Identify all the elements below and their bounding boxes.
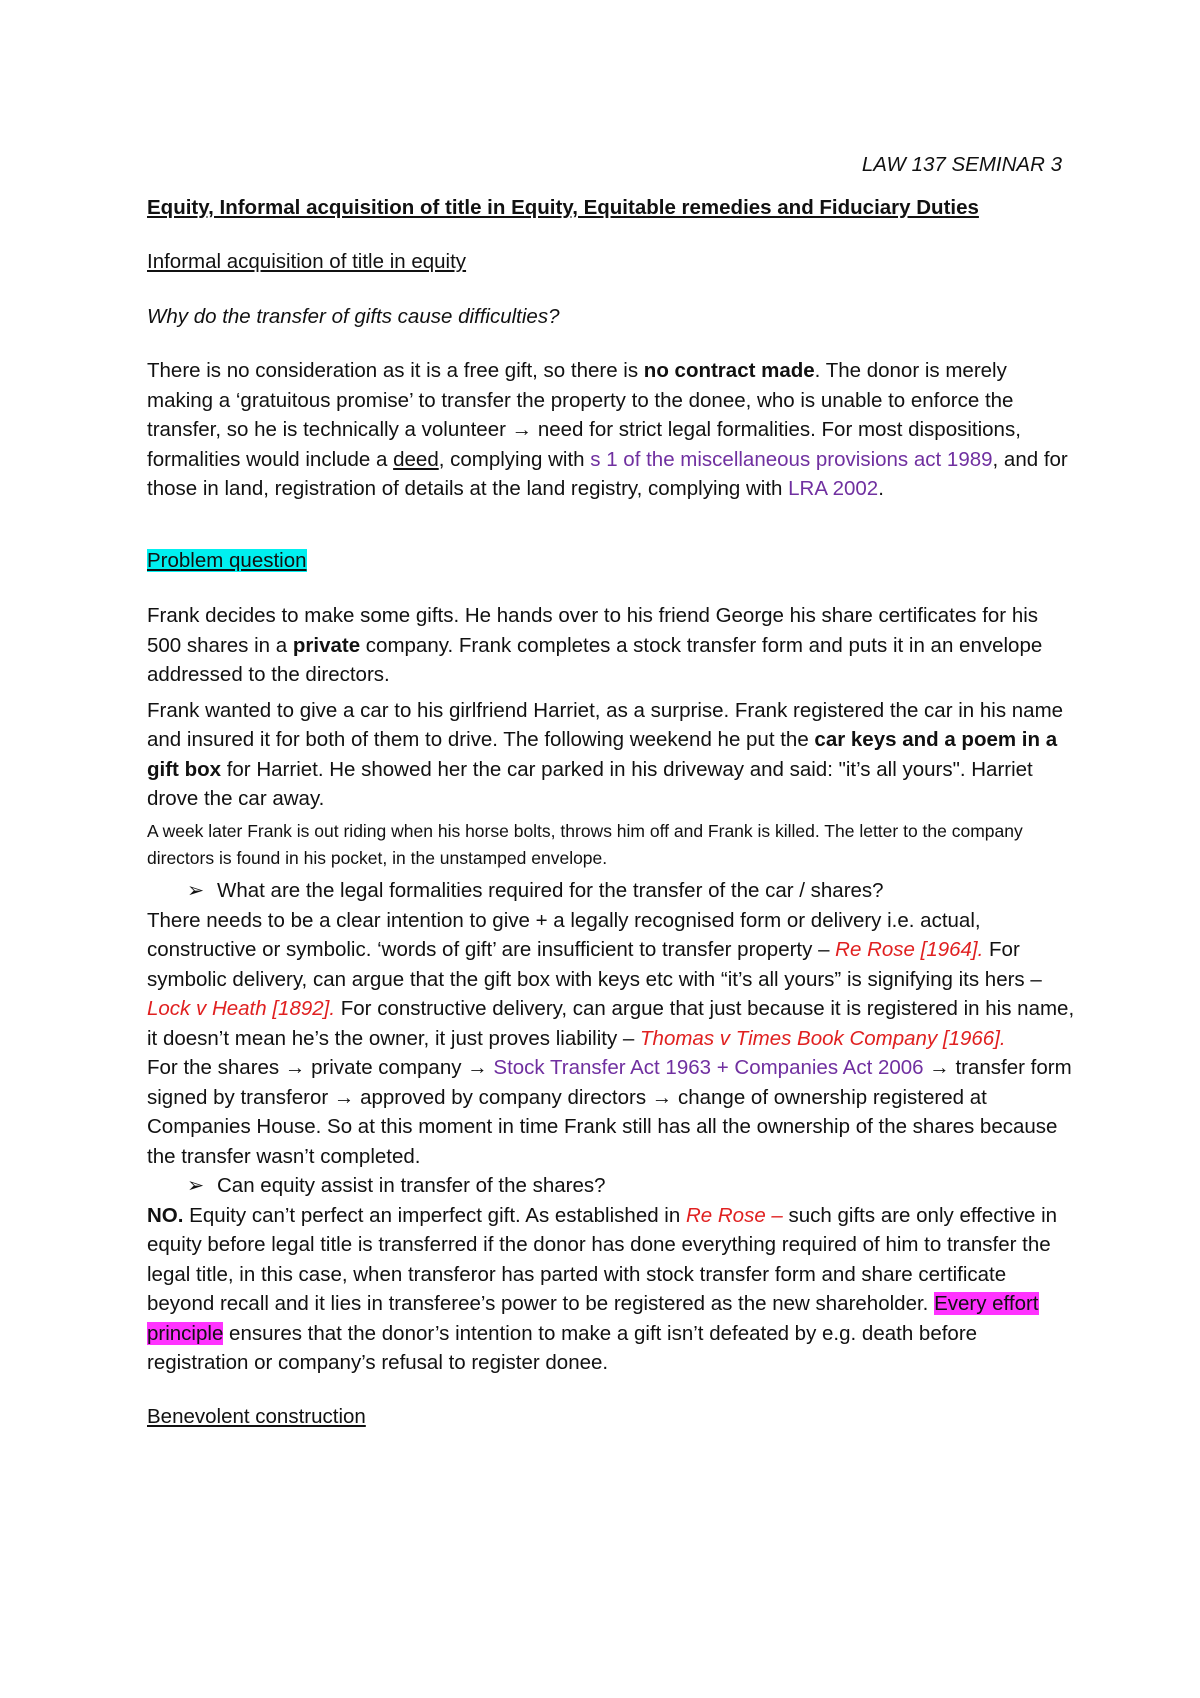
text: . — [878, 477, 884, 500]
text: For the shares — [147, 1056, 285, 1079]
text: There is no consideration as it is a free gift, so there is — [147, 359, 644, 382]
section-heading-informal-acquisition: Informal acquisition of title in equity — [147, 250, 467, 273]
question-intro: Why do the transfer of gifts cause difficulties? — [147, 305, 560, 328]
main-heading: Equity, Informal acquisition of title in Equity, Equitable remedies and Fiduciary Duties — [147, 196, 979, 219]
statute-reference: s 1 of the miscellaneous provisions act 1989 — [590, 447, 993, 471]
text: , and for those in land, registration of details at the land registry, complying with — [147, 447, 1068, 500]
highlighted-principle: Every effort principle — [147, 1292, 1039, 1345]
bold-text: car keys and a poem in a gift box — [147, 728, 1058, 781]
text: There needs to be a clear intention to give + a legally recognised form or delivery i.e. actual, constructive or symbolic. ‘words of gift’ are insufficient to transfer property – — [147, 908, 981, 961]
paragraph-consideration — [147, 356, 1077, 504]
problem-paragraph-shares — [147, 601, 1077, 690]
statute-reference: LRA 2002 — [788, 477, 879, 500]
arrow-icon: → — [929, 1056, 950, 1079]
course-title: LAW 137 SEMINAR 3 — [861, 153, 1062, 176]
text: transfer form signed by transferor — [147, 1056, 1072, 1109]
text: change of ownership registered at Companies House. So at this moment in time Frank still has all the ownership of the shares because the transfer wasn’t completed. — [147, 1085, 1058, 1168]
question-equity-assist — [147, 1171, 1077, 1201]
case-reference: Re Rose [1964]. — [835, 938, 984, 961]
text: Can equity assist in transfer of the shares? — [217, 1174, 606, 1197]
problem-paragraph-car — [147, 696, 1077, 814]
case-reference: Re Rose – — [685, 1203, 783, 1227]
text: approved by company directors — [354, 1085, 652, 1109]
case-reference: Lock v Heath [1892]. — [147, 997, 336, 1020]
bold-text: no contract made — [643, 359, 815, 382]
text: Equity can’t perfect an imperfect gift. As established in — [183, 1203, 686, 1227]
answer-formalities — [147, 906, 1077, 1054]
bold-text: private — [292, 633, 361, 657]
text: Frank decides to make some gifts. He hands over to his friend George his share certificates for his 500 shares in a — [147, 604, 1039, 657]
text: For symbolic delivery, can argue that the gift box with keys etc with “it’s all yours” is signifying its hers – — [147, 938, 1042, 991]
text: private company — [305, 1056, 468, 1079]
section-heading-benevolent-construction: Benevolent construction — [147, 1405, 366, 1428]
arrow-icon: → — [511, 418, 533, 441]
text: What are the legal formalities required for the transfer of the car / shares? — [217, 879, 884, 902]
text: For constructive delivery, can argue that just because it is registered in his name, it doesn’t mean he’s the owner, it just proves liability – — [147, 997, 1075, 1050]
answer-equity-assist — [147, 1201, 1077, 1378]
deed-underlined: deed — [393, 447, 439, 471]
text: Frank wanted to give a car to his girlfriend Harriet, as a surprise. Frank registered the car in his name and insured it for both of them to drive. The following weekend he put the — [147, 698, 1064, 751]
arrow-icon: → — [284, 1056, 306, 1079]
answer-shares — [147, 1053, 1077, 1171]
arrow-icon: → — [467, 1056, 488, 1079]
text: ensures that the donor’s intention to make a gift isn’t defeated by e.g. death before registration or company’s refusal to register donee. — [147, 1321, 978, 1374]
question-formalities — [147, 876, 1077, 906]
text: for Harriet. He showed her the car parked in his driveway and said: "it’s all yours". Harriet drove the car away. — [147, 757, 1033, 810]
bullet-arrow-icon: ➢ — [187, 1174, 205, 1197]
case-reference: Thomas v Times Book Company [1966]. — [640, 1026, 1006, 1050]
bold-text: NO. — [147, 1203, 184, 1227]
arrow-icon: → — [651, 1085, 673, 1109]
text: company. Frank completes a stock transfer form and puts it in an envelope addressed to the directors. — [147, 633, 1043, 686]
text: need for strict legal formalities. For most dispositions, formalities would include a — [147, 418, 1021, 471]
problem-paragraph-death: A week later Frank is out riding when his horse bolts, throws him off and Frank is killed. The letter to the company directors is found in his pocket, in the unstamped envelope. — [147, 820, 1023, 868]
text: . The donor is merely making a ‘gratuitous promise’ to transfer the property to the donee, who is unable to enforce the transfer, so he is technically a volunteer — [147, 359, 1014, 441]
text: such gifts are only effective in equity before legal title is transferred if the donor has done everything required of him to transfer the legal title, in this case, when transferor has parted with stock transfer form and share certificate beyond recall and it lies in transferee’s power to be registered as the new shareholder. — [147, 1203, 1058, 1315]
arrow-icon: → — [333, 1085, 355, 1109]
bullet-arrow-icon: ➢ — [187, 879, 205, 902]
problem-question-heading: Problem question — [147, 549, 307, 572]
statute-reference: Stock Transfer Act 1963 + Companies Act 2006 — [493, 1056, 924, 1079]
text: , complying with — [438, 447, 591, 471]
